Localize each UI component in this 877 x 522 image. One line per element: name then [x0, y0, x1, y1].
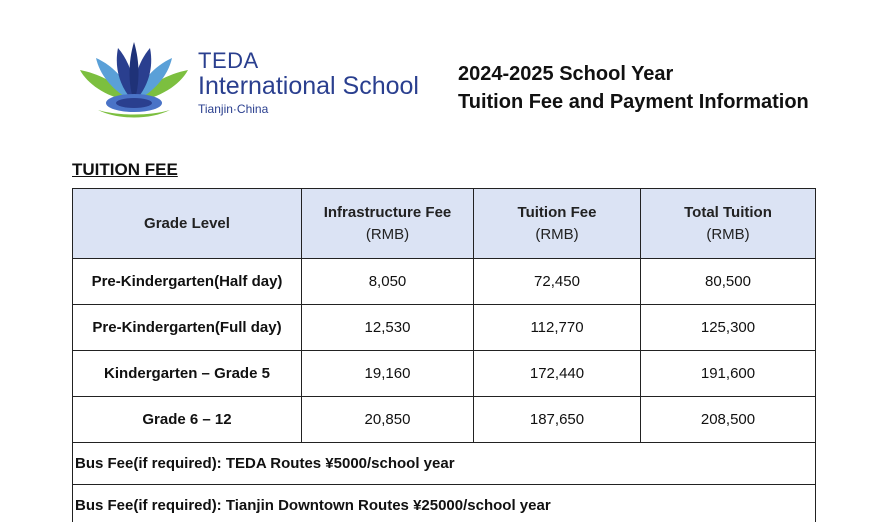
cell-infrastructure-fee: 20,850	[302, 397, 474, 443]
header-total-tuition: Total Tuition (RMB)	[641, 189, 816, 259]
document-title	[458, 60, 809, 116]
cell-bus-fee-downtown: Bus Fee(if required): Tianjin Downtown Routes ¥25000/school year	[73, 485, 816, 522]
cell-tuition-fee: 172,440	[474, 351, 641, 397]
cell-total-tuition: 125,300	[641, 305, 816, 351]
cell-tuition-fee: 187,650	[474, 397, 641, 443]
cell-total-tuition: 191,600	[641, 351, 816, 397]
logo-line-school: International School	[198, 72, 419, 100]
cell-grade: Pre-Kindergarten(Half day)	[73, 259, 302, 305]
logo-wordmark	[198, 50, 419, 117]
cell-grade: Grade 6 – 12	[73, 397, 302, 443]
header-tuition-fee: Tuition Fee (RMB)	[474, 189, 641, 259]
title-line-year: 2024-2025 School Year	[458, 63, 674, 85]
cell-infrastructure-fee: 19,160	[302, 351, 474, 397]
table-row	[73, 397, 816, 443]
lotus-logo-icon	[78, 40, 190, 120]
cell-tuition-fee: 112,770	[474, 305, 641, 351]
logo-line-teda: TEDA	[198, 48, 259, 73]
cell-infrastructure-fee: 8,050	[302, 259, 474, 305]
table-row	[73, 259, 816, 305]
bus-fee-row-teda	[73, 443, 816, 485]
header-grade-level: Grade Level	[73, 189, 302, 259]
cell-total-tuition: 80,500	[641, 259, 816, 305]
table-row	[73, 351, 816, 397]
cell-tuition-fee: 72,450	[474, 259, 641, 305]
cell-bus-fee-teda: Bus Fee(if required): TEDA Routes ¥5000/school year	[73, 443, 816, 485]
section-title-tuition-fee: TUITION FEE	[72, 160, 178, 179]
cell-grade: Pre-Kindergarten(Full day)	[73, 305, 302, 351]
logo-line-city: Tianjin·China	[198, 102, 269, 116]
cell-total-tuition: 208,500	[641, 397, 816, 443]
cell-infrastructure-fee: 12,530	[302, 305, 474, 351]
cell-grade: Kindergarten – Grade 5	[73, 351, 302, 397]
table-header-row	[73, 189, 816, 259]
header-infrastructure-fee: Infrastructure Fee (RMB)	[302, 189, 474, 259]
table-row	[73, 305, 816, 351]
tuition-fee-table	[72, 188, 816, 522]
title-line-subject: Tuition Fee and Payment Information	[458, 91, 809, 113]
school-logo	[78, 40, 458, 120]
bus-fee-row-downtown	[73, 485, 816, 522]
